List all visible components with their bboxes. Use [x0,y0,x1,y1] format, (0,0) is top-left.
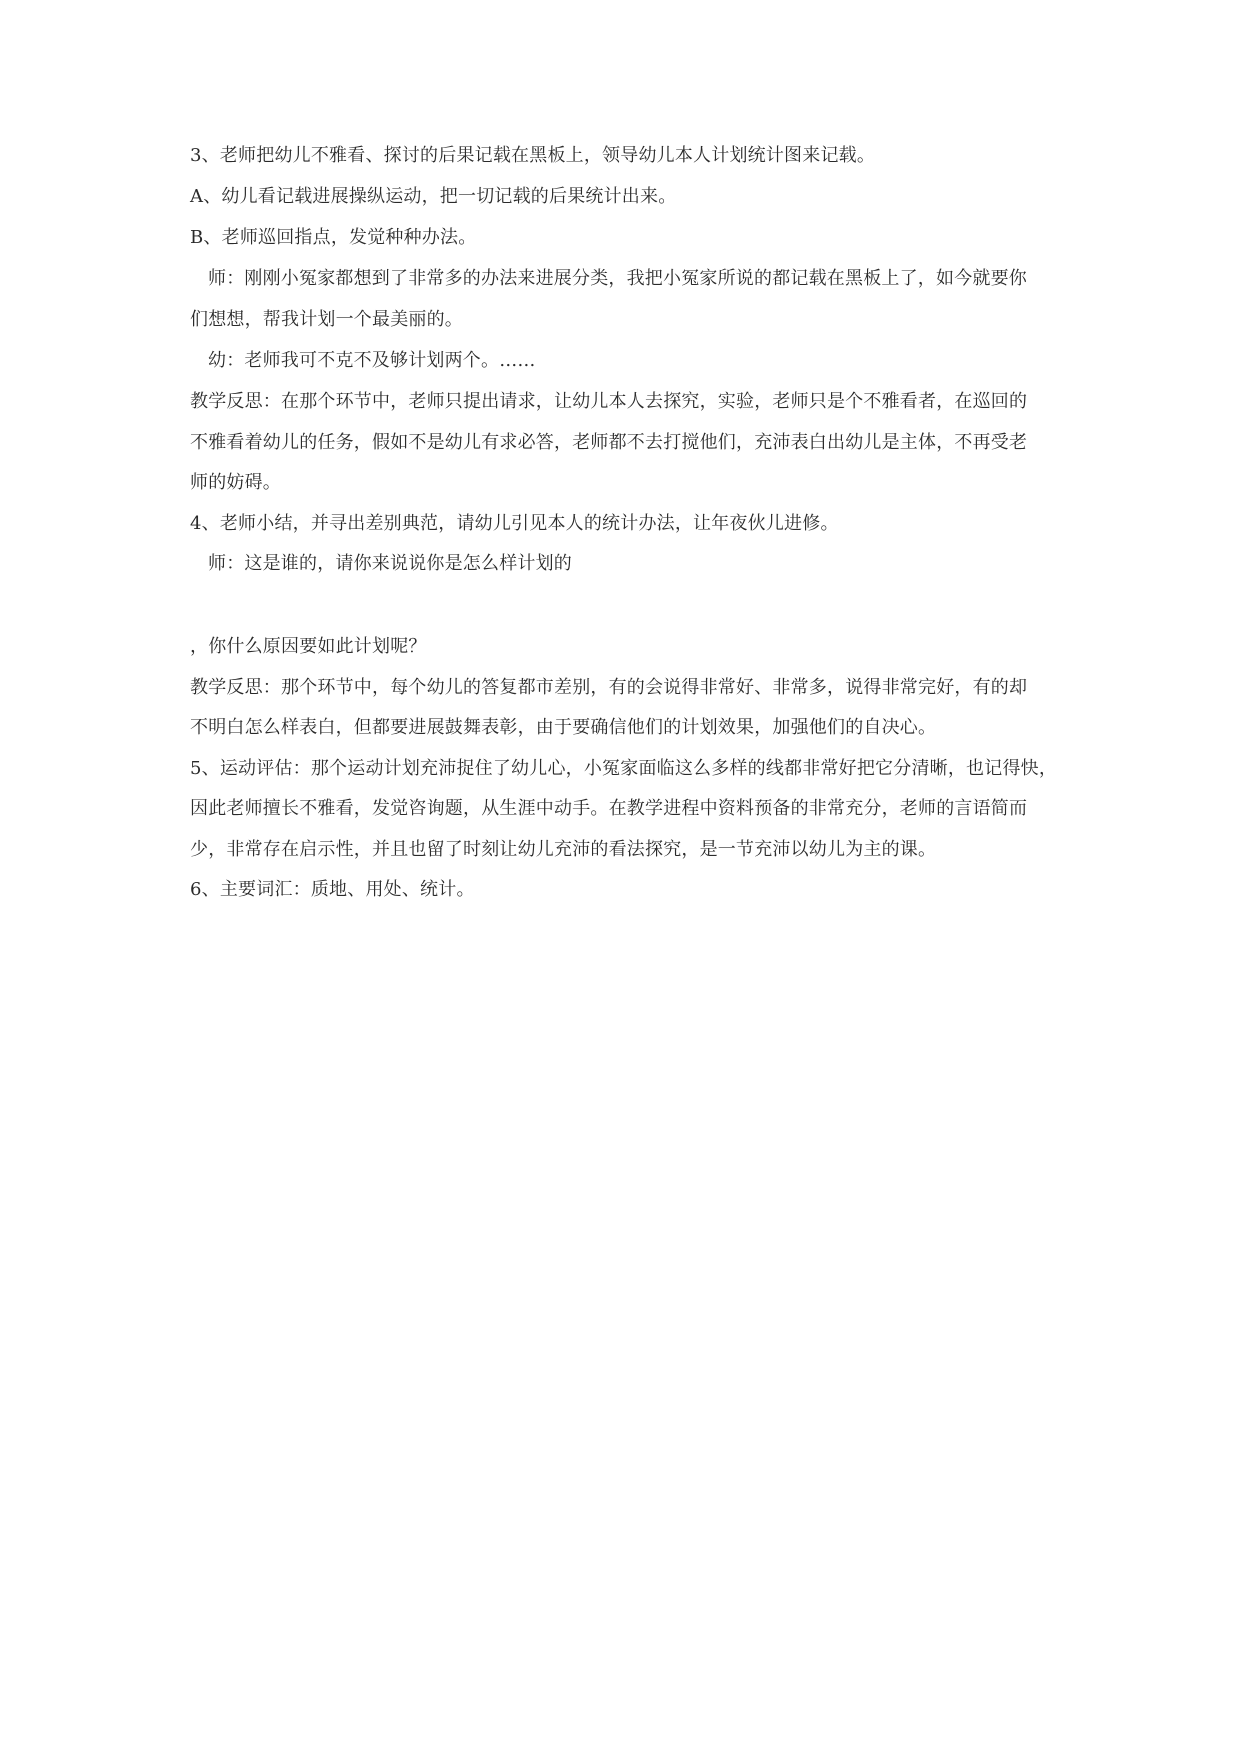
reflection-1-line-3: 师的妨碍。 [190,472,281,493]
step-b-paragraph: B、老师巡回指点，发觉种种办法。 [190,227,477,248]
reflection-2-line-2: 不明白怎么样表白，但都要进展鼓舞表彰，由于要确信他们的计划效果，加强他们的自决心。 [190,717,937,738]
reflection-1-line-1: 教学反思：在那个环节中，老师只提出请求，让幼儿本人去探究，实验，老师只是个不雅看者，在巡回的 [190,391,1028,412]
reflection-1-line-2: 不雅看着幼儿的任务，假如不是幼儿有求必答，老师都不去打搅他们，充沛表白出幼儿是主体，不再受老 [190,432,1028,453]
teacher-question-continuation: ，你什么原因要如此计划呢？ [190,636,427,657]
teacher-question-line: 师：这是谁的，请你来说说你是怎么样计划的 [208,553,572,574]
step-5-line-2: 因此老师擅长不雅看，发觉咨询题，从生涯中动手。在教学进程中资料预备的非常充分，老师的言语简而 [190,798,1028,819]
step-3-paragraph: 3、老师把幼儿不雅看、探讨的后果记载在黑板上，领导幼儿本人计划统计图来记载。 [190,145,876,166]
step-6-paragraph: 6、主要词汇：质地、用处、统计。 [190,879,475,900]
reflection-2-line-1: 教学反思：那个环节中，每个幼儿的答复都市差别，有的会说得非常好、非常多，说得非常完好，有的却 [190,677,1028,698]
step-5-line-3: 少，非常存在启示性，并且也留了时刻让幼儿充沛的看法探究，是一节充沛以幼儿为主的课。 [190,839,937,860]
teacher-dialogue-line-2: 们想想，帮我计划一个最美丽的。 [190,309,463,330]
child-dialogue-line: 幼：老师我可不克不及够计划两个。…… [208,350,536,371]
step-4-paragraph: 4、老师小结，并寻出差别典范，请幼儿引见本人的统计办法，让年夜伙儿进修。 [190,513,839,534]
step-a-paragraph: A、幼儿看记载进展操纵运动，把一切记载的后果统计出来。 [190,186,677,207]
step-5-line-1: 5、运动评估：那个运动计划充沛捉住了幼儿心，小冤家面临这么多样的线都非常好把它分清晰，也记得快， [190,758,1058,779]
teacher-dialogue-line-1: 师：刚刚小冤家都想到了非常多的办法来进展分类，我把小冤家所说的都记载在黑板上了，如今就要你 [208,268,1027,289]
